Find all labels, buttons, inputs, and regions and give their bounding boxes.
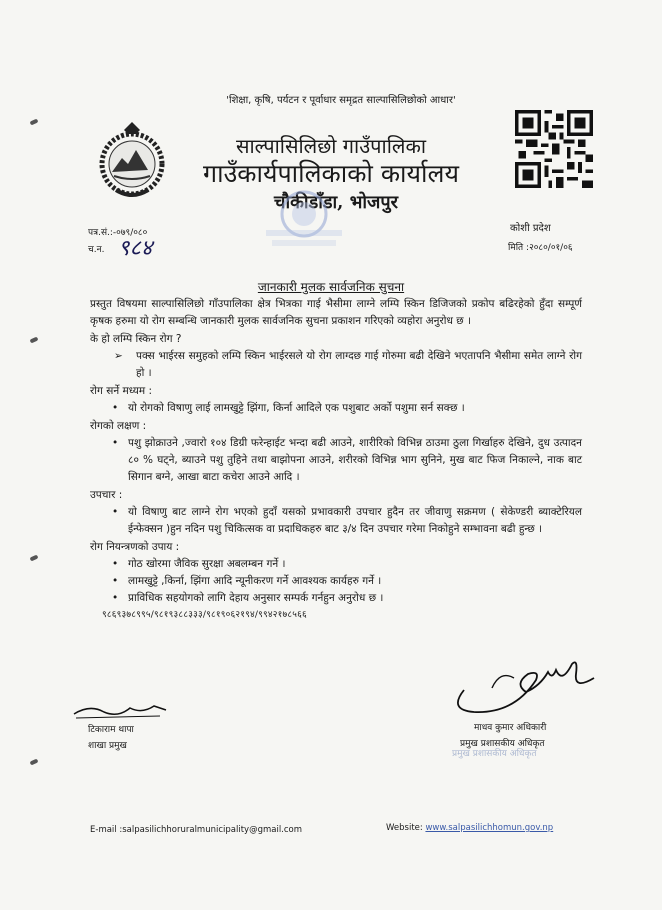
bullet-icon: • (112, 558, 119, 570)
arrow-bullet-icon: ➢ (114, 350, 123, 362)
signature-right-icon (444, 650, 604, 720)
website-link[interactable]: www.salpasilichhomun.gov.np (425, 823, 554, 833)
province-label: कोशी प्रदेश (510, 223, 551, 234)
org-name-line1: साल्पासिलिछो गाउँपालिका (235, 134, 427, 158)
bullet-icon: • (112, 402, 119, 414)
official-seal-stamp: प्रमुख प्रशासकीय अधिकृत (452, 749, 537, 759)
symptoms-heading: रोगको लक्षण : (90, 420, 147, 432)
list-item: • गोठ खोरमा जैविक सुरक्षा अबलम्बन गर्ने । (90, 556, 582, 573)
signatory-right-title: प्रमुख प्रशासकीय अधिकृत (460, 739, 545, 749)
motto: 'शिक्षा, कृषि, पर्यटन र पूर्वाधार समृद्रत साल्पासिलिछोको आधार' (226, 95, 456, 106)
list-item: • यो विषाणु बाट लाग्ने रोग भएको हुदाँ यसको प्रभावकारी उपचार हुदैन तर जीवाणु सक्रमण ( सेकेण्डरी ब्याक्टेरियल ईन्फेक्सन )हुन नदिन पशु चिकित्सक वा प्रदाधिकहरु बाट ३/४ दिन उपचार गरेमा निकोहुने सम्भावना बढी हुन्छ । (112, 506, 582, 535)
chalani-label: च.न. (88, 245, 105, 255)
list-item: • लामखुट्टे ,किर्ना, झिंगा आदि न्यूनीकरण गर्ने आवश्यक कार्यहरु गर्ने । (90, 573, 582, 590)
footer-website (386, 823, 553, 833)
notice-date: मिति :२०८०/०१/०६ (508, 243, 573, 253)
notice-body (90, 296, 582, 624)
treatment-heading: उपचार : (90, 489, 123, 501)
bullet-icon: • (112, 592, 119, 604)
question-heading: के हो लम्पि स्किन रोग ? (90, 333, 182, 345)
notice-title: जानकारी मुलक सार्वजनिक सुचना (257, 280, 405, 294)
list-item: ➢ पक्स भाईरस समुहको लम्पि स्किन भाईरसले यो रोग लाग्दछ गाई गोरुमा बढी देखिने भएतापनि भैसीमा समेत लाग्ने रोग हो । (114, 350, 582, 379)
org-name-line2: गाउँकार्यपालिकाको कार्यालय (203, 159, 459, 188)
punch-mark (30, 758, 39, 765)
treatment-list (90, 504, 582, 538)
intro-paragraph: प्रस्तुत विषयमा साल्पासिलिछो गाँउपालिका क्षेत्र भित्रका गाई भैसीमा लाग्ने लम्पि स्किन डिजिजको प्रकोप बढिरहेको हुँदा सम्पूर्ण कृषक हरुमा यो रोग सम्बन्धि जानकारी मुलक सार्वजनिक सुचना प्रकाशन गरिएको व्यहोरा अनुरोध छ । (90, 298, 582, 327)
signatory-left-title: शाखा प्रमुख (88, 741, 127, 751)
spread-heading: रोग सर्ने मध्यम : (90, 385, 152, 397)
symptoms-list (90, 435, 582, 486)
list-item: • पशु झोक्राउने ,ज्वारो १०४ डिग्री फरेन्हाईट भन्दा बढी आउने, शारीरिको विभिन्न ठाउमा ठुला गिर्खाहरु देखिने, दुध उत्पादन ८० % घट्ने, ब्याउने पशु तुहिने तथा बाझोपना आउने, शरीरको विभिन्न भाग सुनिने, मुख बाट फिज निकाल्ने, नाक बाट सिगान बग्ने, आखा बाटा कचेरा आउने आदि । (112, 437, 582, 483)
chalani-number: ९८४ (118, 236, 153, 261)
contact-phone-numbers: ९८६९३७८९९५/९८१९३८८३३३/९८१९०६२१९४/९९४२१७८५६६ (102, 610, 307, 620)
signatory-right-name: माधव कुमार अधिकारी (474, 723, 547, 733)
bullet-icon: • (112, 506, 119, 518)
punch-mark (30, 336, 39, 343)
bullet-icon: • (112, 575, 119, 587)
list-item: • प्राविधिक सहयोगको लागि देहाय अनुसार सम्पर्क गर्नहुन अनुरोध छ । (90, 590, 582, 607)
org-address: चौकीडाँडा, भोजपुर (274, 192, 398, 213)
list-item: • यो रोगको विषाणु लाई लामखुट्टे झिंगा, किर्ना आदिले एक पशुबाट अर्को पशुमा सर्न सक्छ । (90, 400, 582, 417)
website-label: Website: (386, 823, 426, 833)
spread-list (90, 400, 582, 417)
signature-left-icon (70, 700, 170, 722)
control-heading: रोग नियन्त्रणको उपाय : (90, 541, 180, 553)
definition-list (90, 348, 582, 382)
bullet-icon: • (112, 437, 119, 449)
reference-number: पत्र.सं.:-०७९/०८० (88, 228, 148, 238)
control-list (90, 556, 582, 607)
signatory-left-name: टिकाराम थापा (88, 725, 134, 735)
punch-mark (30, 554, 39, 561)
punch-mark (30, 118, 39, 125)
office-stamp-icon (264, 188, 344, 250)
qr-code-icon (515, 110, 593, 188)
footer-email: E-mail :salpasilichhoruralmunicipality@gmail.com (90, 825, 303, 835)
